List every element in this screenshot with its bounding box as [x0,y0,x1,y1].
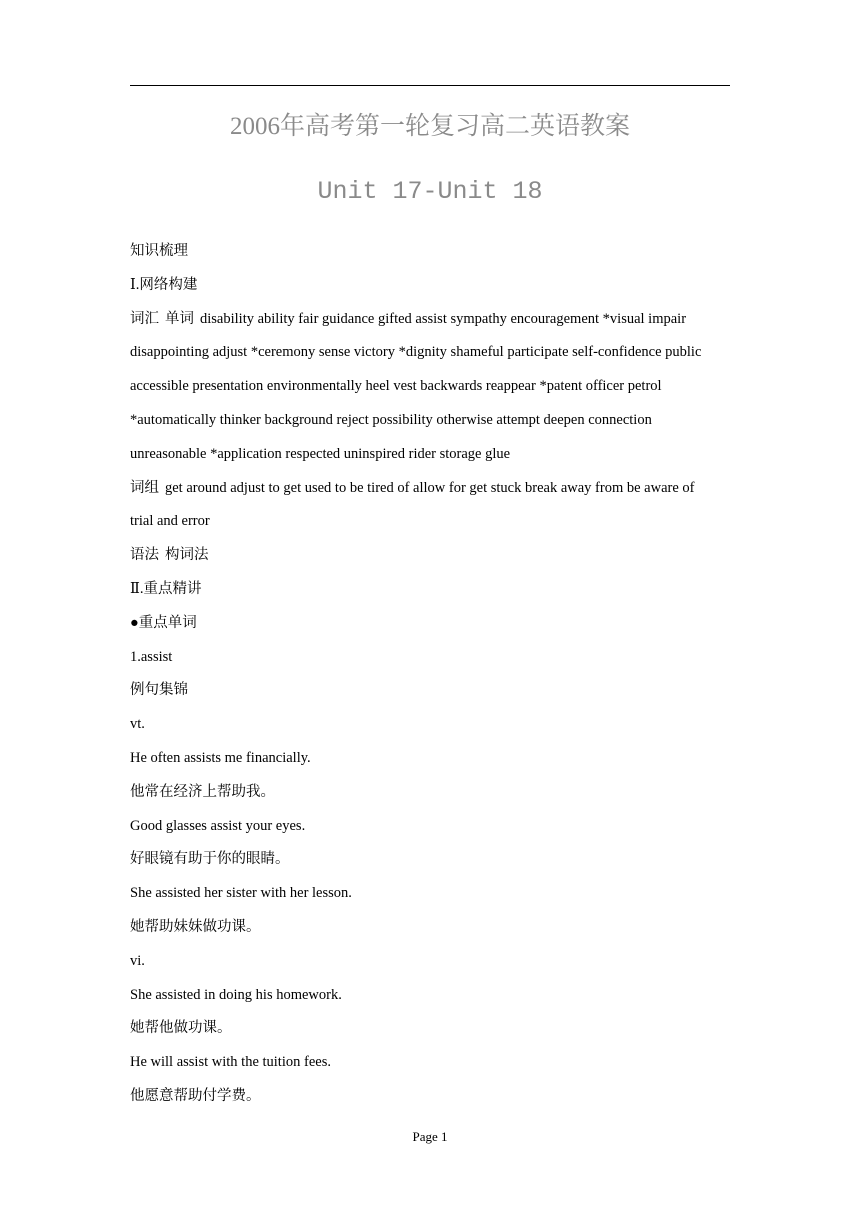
words-text: disability ability fair guidance gifted assist sympathy encouragement *visual impair [200,310,687,327]
grammar-topic: 构词法 [165,547,209,564]
words-line-4: *automatically thinker background reject possibility otherwise attempt deepen connection [130,411,652,428]
example-en: She assisted her sister with her lesson. [130,885,352,902]
grammar-line [130,539,730,573]
words-line-2: disappointing adjust *ceremony sense victory *dignity shameful participate self-confidence public [130,344,702,361]
document-body [130,235,730,1114]
example-en: He often assists me financially. [130,749,311,766]
phrases-line-1 [130,472,730,506]
words-line-5: unreasonable *application respected uninspired rider storage glue [130,445,511,462]
page-number: Page 1 [412,1129,448,1144]
example-zh: 好眼镜有助于你的眼睛。 [130,851,290,868]
example-en: Good glasses assist your eyes. [130,817,306,834]
document-title: 2006年高考第一轮复习高二英语教案 [229,113,630,140]
phrases-text: get around adjust to get used to be tired of allow for get stuck break away from be aware of [165,479,695,496]
part2-heading: Ⅱ.重点精讲 [130,580,202,597]
header-rule [130,85,730,86]
example-zh: 他愿意帮助付学费。 [130,1087,261,1104]
grammar-label: 语法 [130,547,159,564]
example-zh: 她帮助妹妹做功课。 [130,918,261,935]
part1-heading: Ⅰ.网络构建 [130,276,198,293]
vocab-label: 词汇 [130,310,159,327]
words-label: 单词 [165,310,194,327]
key-words-heading: ●重点单词 [130,614,197,631]
example-en: He will assist with the tuition fees. [130,1054,331,1071]
section-label: 知识梳理 [130,243,188,259]
entry-title: 1.assist [130,648,173,665]
phrases-line-2: trial and error [130,513,210,530]
example-zh: 他常在经济上帮助我。 [130,783,275,800]
example-en: She assisted in doing his homework. [130,986,342,1003]
vi-label: vi. [130,952,145,969]
phrases-label: 词组 [130,479,159,496]
words-line-1 [130,303,730,337]
words-line-3: accessible presentation environmentally heel vest backwards reappear *patent officer petrol [130,378,662,395]
document-subtitle: Unit 17-Unit 18 [317,177,543,206]
examples-label: 例句集锦 [130,682,188,699]
example-zh: 她帮他做功课。 [130,1020,232,1037]
vt-label: vt. [130,716,145,733]
